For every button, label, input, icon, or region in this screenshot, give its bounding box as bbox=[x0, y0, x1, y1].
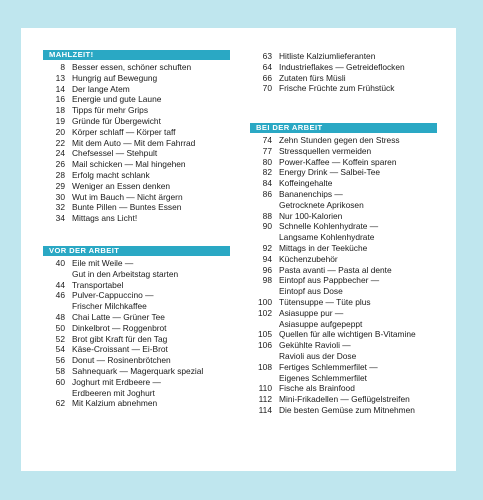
toc-entry-line: Erfolg macht schlank bbox=[72, 169, 150, 180]
toc-entry-line: Energy Drink — Salbei-Tee bbox=[279, 167, 381, 178]
toc-entry-line: Industrieflakes — Getreideflocken bbox=[279, 61, 405, 72]
toc-page-number: 14 bbox=[55, 83, 65, 94]
toc-entry-title bbox=[279, 73, 450, 84]
toc-entry bbox=[250, 265, 450, 276]
toc-entry bbox=[250, 243, 450, 254]
toc-entry-title bbox=[279, 362, 450, 384]
toc-entry bbox=[250, 254, 450, 265]
toc-page-number: 100 bbox=[258, 296, 272, 307]
toc-page-number: 56 bbox=[55, 355, 65, 366]
toc-page-number: 34 bbox=[55, 213, 65, 224]
toc-entry-title bbox=[279, 297, 450, 308]
toc-page-number: 48 bbox=[55, 311, 65, 322]
toc-page-number: 26 bbox=[55, 159, 65, 170]
toc-page-number: 22 bbox=[55, 137, 65, 148]
toc-entry-line: Fertiges Schlemmerfilet — bbox=[279, 361, 378, 372]
toc-entry-line: Der lange Atem bbox=[72, 83, 130, 94]
toc-entry-title bbox=[279, 329, 450, 340]
toc-entry bbox=[43, 127, 238, 138]
toc-page-number: 46 bbox=[55, 290, 65, 301]
toc-page-number: 88 bbox=[262, 210, 272, 221]
toc-entry bbox=[250, 383, 450, 394]
toc-entry-line: Besser essen, schöner schuften bbox=[72, 62, 192, 72]
toc-page-number: 98 bbox=[262, 275, 272, 286]
toc-page-number: 32 bbox=[55, 202, 65, 213]
toc-entry bbox=[43, 355, 238, 366]
toc-page-number: 80 bbox=[262, 156, 272, 167]
toc-entry-title bbox=[72, 62, 238, 73]
toc-entry bbox=[43, 105, 238, 116]
toc-page-number: 24 bbox=[55, 148, 65, 159]
toc-entry bbox=[250, 329, 450, 340]
toc-entry-title bbox=[72, 213, 238, 224]
toc-entry-line: Eigenes Schlemmerfilet bbox=[279, 372, 367, 383]
toc-list-bei-der-arbeit bbox=[250, 135, 450, 416]
toc-entry-line: Pulver-Cappuccino — bbox=[72, 290, 154, 301]
toc-entry bbox=[250, 178, 450, 189]
toc-entry-title bbox=[279, 189, 450, 211]
toc-entry-title bbox=[72, 192, 238, 203]
toc-entry-line: Gekühlte Ravioli — bbox=[279, 340, 351, 351]
toc-page-number: 8 bbox=[60, 62, 65, 72]
toc-entry-line: Mit dem Auto — Mit dem Fahrrad bbox=[72, 137, 196, 148]
toc-entry-line: Pasta avanti — Pasta al dente bbox=[279, 264, 392, 275]
toc-page-number: 84 bbox=[262, 178, 272, 189]
toc-entry bbox=[43, 181, 238, 192]
toc-entry-line: Eile mit Weile — bbox=[72, 258, 134, 268]
toc-list-vor-der-arbeit bbox=[43, 258, 238, 409]
toc-entry bbox=[250, 189, 450, 211]
toc-entry bbox=[250, 308, 450, 330]
toc-entry-line: Frische Früchte zum Frühstück bbox=[279, 83, 395, 94]
toc-entry-title bbox=[72, 159, 238, 170]
toc-entry-title bbox=[72, 138, 238, 149]
toc-entry-line: Küchenzubehör bbox=[279, 253, 338, 264]
toc-entry bbox=[43, 280, 238, 291]
toc-entry bbox=[43, 159, 238, 170]
toc-entry-title bbox=[279, 394, 450, 405]
toc-entry bbox=[250, 405, 450, 416]
toc-entry-line: Käse-Croissant — Ei-Brot bbox=[72, 344, 168, 355]
toc-entry-line: Mail schicken — Mal hingehen bbox=[72, 159, 186, 170]
toc-entry bbox=[43, 398, 238, 409]
toc-page-number: 58 bbox=[55, 365, 65, 376]
toc-entry-line: Schnelle Kohlenhydrate — bbox=[279, 221, 379, 232]
toc-entry-line: Die besten Gemüse zum Mitnehmen bbox=[279, 404, 415, 415]
toc-entry-title bbox=[279, 167, 450, 178]
toc-page-number: 54 bbox=[55, 344, 65, 355]
toc-entry-line: Transportabel bbox=[72, 279, 124, 290]
toc-entry-title bbox=[279, 62, 450, 73]
toc-entry-line: Zutaten fürs Müsli bbox=[279, 72, 346, 83]
toc-entry-title bbox=[279, 275, 450, 297]
toc-entry-line: Asiasuppe pur — bbox=[279, 307, 344, 318]
toc-entry-title bbox=[279, 340, 450, 362]
toc-entry bbox=[43, 290, 238, 312]
toc-entry bbox=[250, 297, 450, 308]
toc-entry-line: Körper schlaff — Körper taff bbox=[72, 126, 176, 137]
toc-page-number: 64 bbox=[262, 61, 272, 72]
toc-page-number: 106 bbox=[258, 340, 272, 351]
toc-entry-line: Dinkelbrot — Roggenbrot bbox=[72, 322, 167, 333]
toc-entry-title bbox=[279, 83, 450, 94]
toc-page-number: 70 bbox=[262, 83, 272, 94]
toc-entry bbox=[43, 62, 238, 73]
toc-page-number: 74 bbox=[262, 135, 272, 145]
toc-entry-line: Erdbeeren mit Joghurt bbox=[72, 387, 155, 398]
toc-entry bbox=[250, 211, 450, 222]
toc-page-number: 28 bbox=[55, 169, 65, 180]
toc-entry-line: Power-Kaffee — Koffein sparen bbox=[279, 156, 397, 167]
toc-page-number: 86 bbox=[262, 188, 272, 199]
toc-entry-line: Eintopf aus Pappbecher — bbox=[279, 275, 380, 286]
toc-entry-title bbox=[72, 105, 238, 116]
toc-entry-line: Langsame Kohlenhydrate bbox=[279, 232, 375, 243]
toc-entry-title bbox=[72, 290, 238, 312]
toc-entry bbox=[250, 51, 450, 62]
toc-entry-line: Bananenchips — bbox=[279, 188, 343, 199]
toc-entry-title bbox=[72, 280, 238, 291]
toc-page-number: 105 bbox=[258, 329, 272, 340]
toc-entry-title bbox=[72, 127, 238, 138]
toc-entry-line: Sahnequark — Magerquark spezial bbox=[72, 365, 204, 376]
toc-entry-line: Brot gibt Kraft für den Tag bbox=[72, 333, 168, 344]
toc-entry-line: Tipps für mehr Grips bbox=[72, 105, 149, 116]
toc-entry-title bbox=[279, 157, 450, 168]
toc-entry-line: Asiasuppe aufgepeppt bbox=[279, 318, 363, 329]
toc-page-number: 44 bbox=[55, 279, 65, 290]
toc-entry-line: Donut — Rosinenbrötchen bbox=[72, 355, 171, 366]
toc-entry-title bbox=[279, 146, 450, 157]
toc-page-number: 108 bbox=[258, 361, 272, 372]
toc-page-number: 92 bbox=[262, 242, 272, 253]
toc-entry-line: Chefsessel — Stehpult bbox=[72, 148, 158, 159]
toc-entry bbox=[250, 340, 450, 362]
toc-entry bbox=[43, 73, 238, 84]
toc-entry-title bbox=[279, 51, 450, 62]
toc-entry-title bbox=[72, 84, 238, 95]
toc-entry-line: Getrocknete Aprikosen bbox=[279, 199, 364, 210]
toc-entry-line: Mit Kalzium abnehmen bbox=[72, 398, 158, 409]
toc-page-number: 19 bbox=[55, 115, 65, 126]
toc-entry bbox=[250, 146, 450, 157]
toc-entry bbox=[43, 344, 238, 355]
toc-entry bbox=[250, 83, 450, 94]
toc-entry-title bbox=[279, 405, 450, 416]
toc-entry bbox=[250, 73, 450, 84]
toc-entry-title bbox=[279, 178, 450, 189]
toc-page-number: 66 bbox=[262, 72, 272, 83]
toc-entry-title bbox=[72, 355, 238, 366]
toc-entry-line: Gründe für Übergewicht bbox=[72, 115, 161, 126]
toc-entry bbox=[250, 167, 450, 178]
toc-page-number: 82 bbox=[262, 167, 272, 178]
toc-entry-title bbox=[72, 258, 238, 280]
toc-entry-line: Koffeingehalte bbox=[279, 178, 333, 189]
toc-entry-title bbox=[279, 243, 450, 254]
toc-list-mahlzeit bbox=[43, 62, 238, 224]
section-header-bei-der-arbeit: BEI DER ARBEIT bbox=[250, 123, 437, 133]
toc-page-number: 50 bbox=[55, 322, 65, 333]
toc-entry-title bbox=[72, 148, 238, 159]
toc-page-number: 63 bbox=[262, 51, 272, 61]
toc-entry-line: Eintopf aus Dose bbox=[279, 286, 343, 297]
toc-entry-title bbox=[72, 94, 238, 105]
toc-entry bbox=[43, 323, 238, 334]
toc-entry-title bbox=[279, 308, 450, 330]
toc-page-number: 16 bbox=[55, 94, 65, 105]
toc-entry-line: Tütensuppe — Tüte plus bbox=[279, 296, 371, 307]
toc-entry bbox=[43, 148, 238, 159]
toc-entry-line: Frischer Milchkaffee bbox=[72, 301, 147, 312]
toc-entry-line: Ravioli aus der Dose bbox=[279, 350, 357, 361]
toc-page bbox=[21, 28, 456, 471]
toc-entry-line: Bunte Pillen — Buntes Essen bbox=[72, 202, 182, 213]
toc-page-number: 77 bbox=[262, 145, 272, 156]
toc-entry bbox=[43, 213, 238, 224]
toc-entry-line: Mittags in der Teeküche bbox=[279, 242, 368, 253]
toc-page-number: 114 bbox=[258, 404, 272, 415]
toc-entry-line: Nur 100-Kalorien bbox=[279, 210, 343, 221]
section-header-vor-der-arbeit: VOR DER ARBEIT bbox=[43, 246, 230, 256]
toc-entry bbox=[250, 157, 450, 168]
toc-entry bbox=[43, 138, 238, 149]
toc-entry bbox=[43, 334, 238, 345]
toc-entry bbox=[43, 170, 238, 181]
toc-page-number: 18 bbox=[55, 105, 65, 116]
toc-page-number: 112 bbox=[258, 394, 272, 405]
toc-entry-title bbox=[72, 202, 238, 213]
toc-page-number: 20 bbox=[55, 126, 65, 137]
toc-page-number: 13 bbox=[55, 72, 65, 83]
toc-entry-line: Gut in den Arbeitstag starten bbox=[72, 268, 179, 279]
toc-entry-title bbox=[72, 366, 238, 377]
toc-page-number: 102 bbox=[258, 307, 272, 318]
toc-entry-line: Stressquellen vermeiden bbox=[279, 145, 372, 156]
toc-entry-title bbox=[72, 334, 238, 345]
toc-list-continued bbox=[250, 51, 450, 94]
toc-entry bbox=[43, 84, 238, 95]
toc-entry-title bbox=[72, 73, 238, 84]
toc-page-number: 62 bbox=[55, 398, 65, 409]
toc-entry bbox=[250, 275, 450, 297]
toc-entry-title bbox=[72, 116, 238, 127]
toc-page-number: 29 bbox=[55, 180, 65, 191]
toc-entry-line: Hungrig auf Bewegung bbox=[72, 72, 158, 83]
toc-page-number: 40 bbox=[55, 258, 65, 268]
toc-entry-title bbox=[72, 181, 238, 192]
toc-entry-title bbox=[72, 170, 238, 181]
toc-page-number: 60 bbox=[55, 376, 65, 387]
toc-entry-title bbox=[279, 254, 450, 265]
toc-entry-title bbox=[72, 323, 238, 334]
toc-page-number: 94 bbox=[262, 253, 272, 264]
toc-entry bbox=[250, 221, 450, 243]
toc-page-number: 90 bbox=[262, 221, 272, 232]
toc-entry bbox=[250, 62, 450, 73]
toc-entry-line: Quellen für alle wichtigen B-Vitamine bbox=[279, 329, 416, 340]
toc-entry-title bbox=[279, 221, 450, 243]
toc-entry-line: Fische als Brainfood bbox=[279, 383, 355, 394]
toc-page-number: 110 bbox=[258, 383, 272, 394]
toc-entry-line: Weniger an Essen denken bbox=[72, 180, 171, 191]
toc-entry-title bbox=[72, 344, 238, 355]
toc-entry-line: Mittags ans Licht! bbox=[72, 213, 138, 224]
toc-entry-line: Chai Latte — Grüner Tee bbox=[72, 311, 165, 322]
toc-entry-line: Energie und gute Laune bbox=[72, 94, 162, 105]
section-header-mahlzeit: MAHLZEIT! bbox=[43, 50, 230, 60]
toc-entry bbox=[43, 258, 238, 280]
toc-page-number: 30 bbox=[55, 191, 65, 202]
toc-entry-line: Zehn Stunden gegen den Stress bbox=[279, 135, 400, 145]
toc-entry bbox=[43, 94, 238, 105]
toc-entry-line: Hitliste Kalziumlieferanten bbox=[279, 51, 376, 61]
toc-entry bbox=[43, 366, 238, 377]
toc-entry bbox=[43, 377, 238, 399]
toc-entry-title bbox=[72, 398, 238, 409]
toc-entry bbox=[250, 135, 450, 146]
toc-entry bbox=[43, 202, 238, 213]
toc-entry-line: Joghurt mit Erdbeere — bbox=[72, 376, 161, 387]
toc-entry-line: Mini-Frikadellen — Geflügelstreifen bbox=[279, 394, 410, 405]
toc-entry bbox=[250, 362, 450, 384]
toc-entry-title bbox=[72, 377, 238, 399]
toc-entry bbox=[43, 192, 238, 203]
toc-entry-line: Wut im Bauch — Nicht ärgern bbox=[72, 191, 183, 202]
toc-page-number: 96 bbox=[262, 264, 272, 275]
toc-page-number: 52 bbox=[55, 333, 65, 344]
toc-entry-title bbox=[279, 265, 450, 276]
toc-entry bbox=[43, 116, 238, 127]
toc-entry-title bbox=[279, 135, 450, 146]
toc-entry-title bbox=[72, 312, 238, 323]
toc-entry-title bbox=[279, 211, 450, 222]
toc-entry-title bbox=[279, 383, 450, 394]
toc-entry bbox=[43, 312, 238, 323]
toc-entry bbox=[250, 394, 450, 405]
